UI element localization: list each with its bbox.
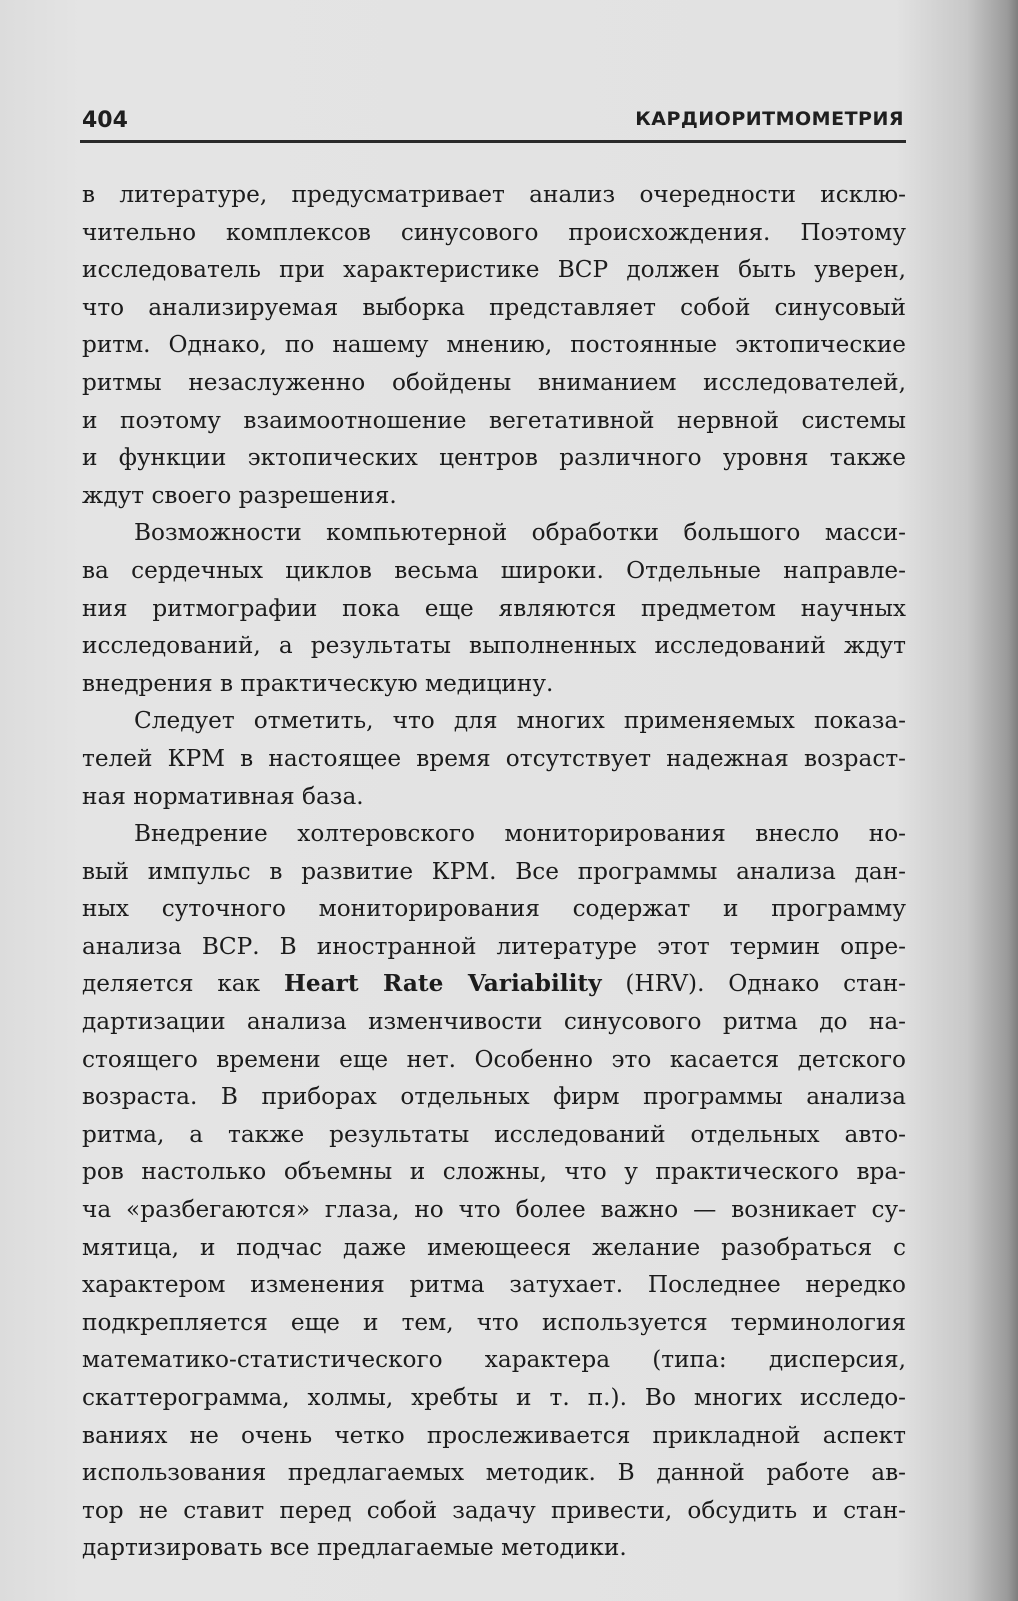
text-line: ния ритмографии пока еще являются предметом научных — [82, 594, 906, 622]
text-line: анализа ВСР. В иностранной литературе этот термин опре- — [82, 932, 906, 960]
text-line: ров настолько объемны и сложны, что у практического вра- — [82, 1158, 906, 1186]
text-line: исследователь при характеристике ВСР должен быть уверен, — [82, 256, 906, 284]
text-line: ритма, а также результаты исследований отдельных авто- — [82, 1120, 906, 1148]
text-line: исследований, а результаты выполненных исследований ждут — [82, 632, 906, 660]
body-text — [82, 176, 906, 1567]
text-line: и поэтому взаимоотношение вегетативной нервной системы — [82, 406, 906, 434]
text-line: ждут своего разрешения. — [82, 481, 397, 509]
bold-term: Heart Rate Variability — [283, 970, 602, 998]
text-line: скаттерограмма, холмы, хребты и т. п.). Во многих исследо- — [82, 1384, 906, 1411]
text-line: ва сердечных циклов весьма широки. Отдельные направле- — [82, 556, 906, 584]
text-line: дартизировать все предлагаемые методики. — [82, 1534, 627, 1562]
text-line: дартизации анализа изменчивости синусового ритма до на- — [82, 1008, 906, 1036]
paragraph-first-line: Внедрение холтеровского мониторирования внесло но- — [134, 820, 906, 848]
text-line: мятица, и подчас даже имеющееся желание разобраться с — [82, 1233, 906, 1261]
text-line: ча «разбегаются» глаза, но что более важно — возникает су- — [82, 1196, 906, 1224]
term-suffix: (HRV). Однако стан- — [601, 970, 907, 998]
text-line: чительно комплексов синусового происхождения. Поэтому — [82, 218, 906, 246]
text-line: ритмы незаслуженно обойдены вниманием исследователей, — [82, 368, 906, 396]
text-line: ная нормативная база. — [82, 782, 364, 810]
text-line: возраста. В приборах отдельных фирм программы анализа — [82, 1083, 906, 1111]
text-line: подкрепляется еще и тем, что используется терминология — [82, 1308, 906, 1336]
paragraph-first-line: Следует отметить, что для многих применяемых показа- — [134, 707, 906, 735]
text-line: тор не ставит перед собой задачу привести, обсудить и стан- — [82, 1496, 906, 1524]
text-line: характером изменения ритма затухает. Последнее нередко — [82, 1271, 906, 1299]
text-line: что анализируемая выборка представляет собой синусовый — [82, 293, 906, 321]
text-line: математико-статистического характера (типа: дисперсия, — [82, 1346, 906, 1374]
page-header — [80, 108, 906, 143]
running-title: КАРДИОРИТМОМЕТРИЯ — [635, 108, 904, 130]
text-line: использования предлагаемых методик. В данной работе ав- — [82, 1459, 906, 1487]
text-line: вый импульс в развитие КРМ. Все программы анализа дан- — [82, 857, 906, 885]
text-line: ритм. Однако, по нашему мнению, постоянные эктопические — [82, 331, 906, 359]
paragraph-first-line: Возможности компьютерной обработки большого масси- — [134, 519, 906, 547]
page-number: 404 — [82, 108, 128, 133]
text-line: телей КРМ в настоящее время отсутствует надежная возраст- — [82, 744, 906, 772]
text-line: и функции эктопических центров различного уровня также — [82, 444, 906, 472]
text-line: ваниях не очень четко прослеживается прикладной аспект — [82, 1421, 906, 1449]
term-prefix: деляется как — [82, 970, 284, 998]
text-line: ных суточного мониторирования содержат и программу — [82, 895, 906, 923]
text-line: внедрения в практическую медицину. — [82, 669, 554, 697]
text-line: стоящего времени еще нет. Особенно это касается детского — [82, 1045, 906, 1073]
text-line: в литературе, предусматривает анализ очередности исклю- — [82, 181, 906, 208]
text-line-with-term — [82, 965, 906, 1003]
